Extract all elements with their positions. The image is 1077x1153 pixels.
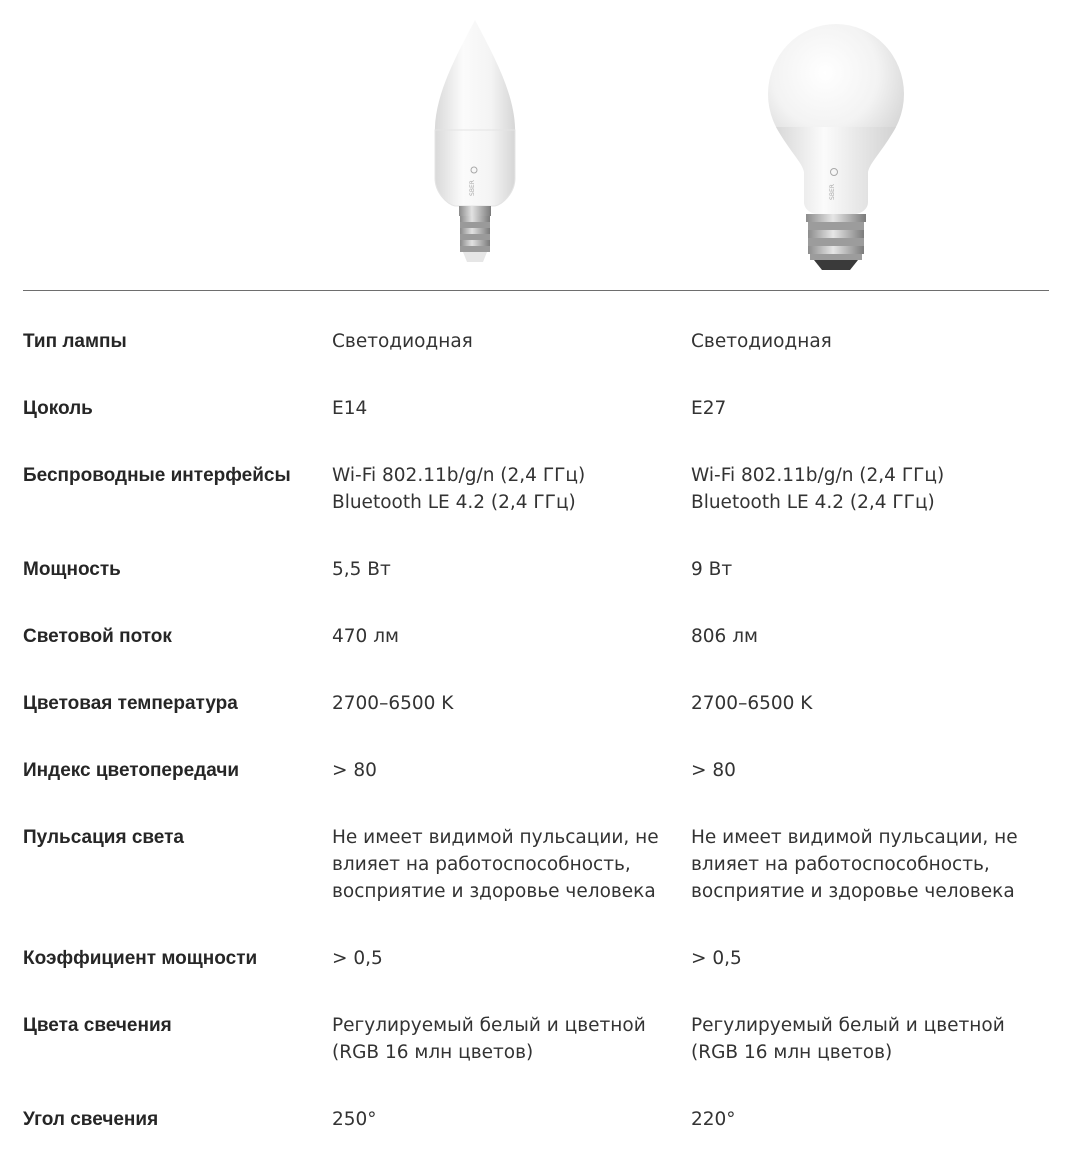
spec-row-socket (23, 395, 1049, 462)
spec-value-e27: 806 лм (691, 626, 758, 647)
spec-value-e14: 5,5 Вт (332, 559, 391, 580)
candle-bulb-image (425, 18, 525, 268)
classic-bulb-image (762, 22, 912, 272)
spec-label: Угол свечения (23, 1109, 159, 1130)
spec-value-e14: E14 (332, 398, 368, 419)
logo-text: SBER (469, 180, 476, 196)
spec-value-e27: Светодиодная (691, 331, 832, 352)
spec-row-power-factor (23, 945, 1049, 1012)
product-images (0, 0, 1077, 280)
spec-value-e27: Регулируемый белый и цветной (RGB 16 млн цветов) (691, 1015, 1005, 1063)
spec-value-e14: Не имеет видимой пульсации, не влияет на работоспособность, восприятие и здоровье человека (332, 827, 659, 902)
spec-label: Тип лампы (23, 331, 127, 352)
spec-label: Цветовая температура (23, 693, 238, 714)
spec-value-e14: 2700–6500 K (332, 693, 454, 714)
spec-value-e14: Регулируемый белый и цветной (RGB 16 млн цветов) (332, 1015, 646, 1063)
spec-row-cri (23, 757, 1049, 824)
spec-row-lamp-type (23, 328, 1049, 395)
spec-label: Беспроводные интерфейсы (23, 465, 291, 486)
spec-value-e27: E27 (691, 398, 727, 419)
spec-label: Пульсация света (23, 827, 184, 848)
spec-value-e14: 470 лм (332, 626, 399, 647)
spec-row-light-colors (23, 1012, 1049, 1106)
spec-row-flicker (23, 824, 1049, 945)
spec-label: Цоколь (23, 398, 93, 419)
spec-value-e27: 2700–6500 K (691, 693, 813, 714)
spec-value-e14: > 0,5 (332, 948, 383, 969)
specs-table (23, 328, 1049, 1146)
spec-row-beam-angle (23, 1106, 1049, 1146)
spec-value-e27: > 0,5 (691, 948, 742, 969)
spec-label: Индекс цветопередачи (23, 760, 240, 781)
spec-row-color-temperature (23, 690, 1049, 757)
spec-row-luminous-flux (23, 623, 1049, 690)
divider (23, 290, 1049, 291)
spec-value-e27: 220° (691, 1109, 736, 1130)
classic-bulb-icon (762, 22, 912, 272)
spec-value-e14: > 80 (332, 760, 377, 781)
spec-value-e14: 250° (332, 1109, 377, 1130)
spec-label: Мощность (23, 559, 121, 580)
spec-value-e27: Wi-Fi 802.11b/g/n (2,4 ГГц) Bluetooth LE 4.2 (2,4 ГГц) (691, 465, 945, 513)
spec-value-e27: 9 Вт (691, 559, 733, 580)
logo-text: SBER (829, 184, 836, 200)
spec-label: Коэффициент мощности (23, 948, 258, 969)
spec-value-e27: > 80 (691, 760, 736, 781)
spec-label: Цвета свечения (23, 1015, 172, 1036)
spec-row-wireless (23, 462, 1049, 556)
candle-bulb-icon (425, 18, 525, 268)
spec-label: Световой поток (23, 626, 172, 647)
spec-value-e14: Светодиодная (332, 331, 473, 352)
spec-row-power (23, 556, 1049, 623)
spec-value-e27: Не имеет видимой пульсации, не влияет на работоспособность, восприятие и здоровье человека (691, 827, 1018, 902)
spec-value-e14: Wi-Fi 802.11b/g/n (2,4 ГГц) Bluetooth LE 4.2 (2,4 ГГц) (332, 465, 586, 513)
